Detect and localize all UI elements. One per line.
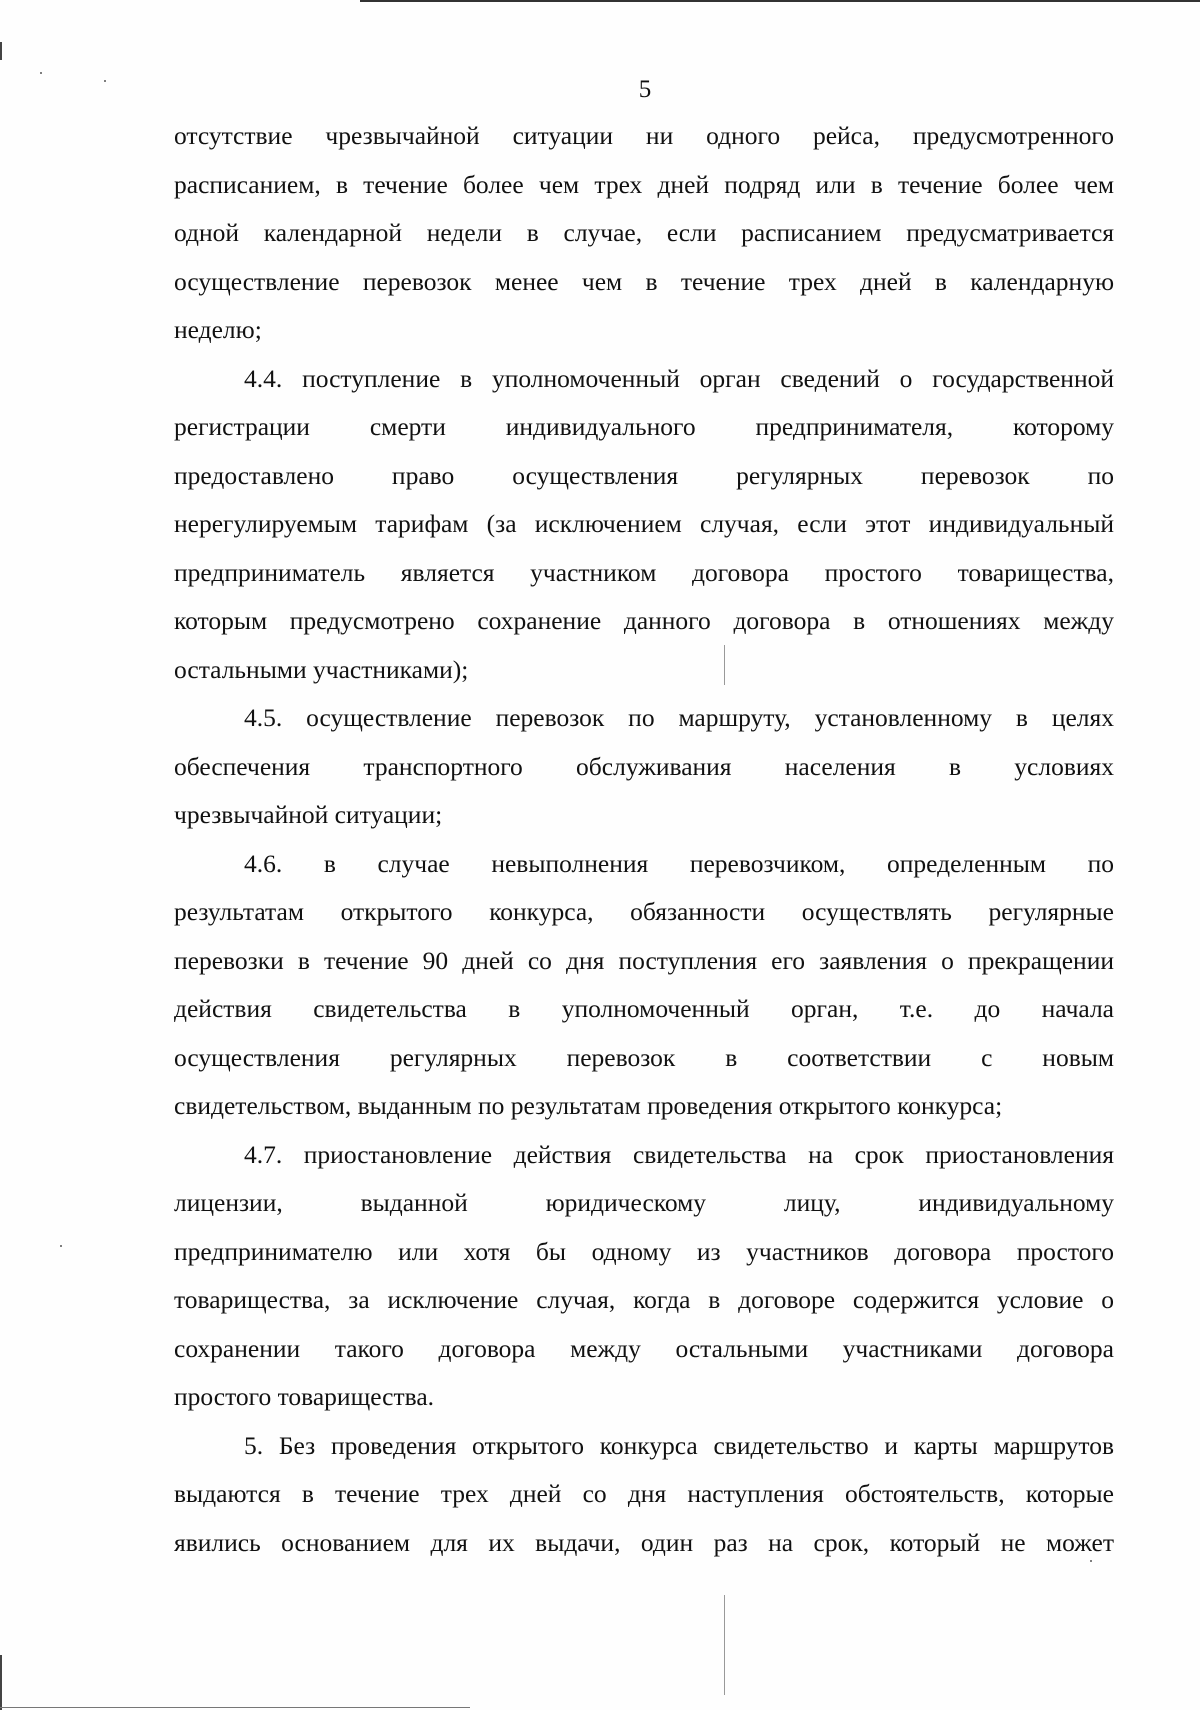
scan-left-edge-mark — [0, 1655, 2, 1710]
page-number: 5 — [638, 76, 652, 103]
text-line: предоставлено право осуществления регулярных перевозок по — [174, 460, 1114, 490]
text-line: товарищества, за исключение случая, когда в договоре содержится условие о — [174, 1285, 1114, 1314]
scan-fold-mark — [724, 1595, 725, 1695]
text-line: простого товарищества. — [174, 1382, 435, 1411]
text-line: предпринимателю или хотя бы одному из участников договора простого — [174, 1236, 1114, 1266]
text-line: предприниматель является участником договора простого товарищества, — [174, 557, 1114, 587]
text-line: расписанием, в течение более чем трех дней подряд или в течение более чем — [174, 169, 1114, 199]
paragraph-continuation — [174, 112, 1114, 355]
text-line: остальными участниками); — [174, 654, 469, 684]
text-line: явились основанием для их выдачи, один раз на срок, который не может — [174, 1527, 1114, 1557]
text-line: выдаются в течение трех дней со дня наступления обстоятельств, которые — [174, 1479, 1114, 1508]
text-line: осуществление перевозок менее чем в течение трех дней в календарную — [174, 266, 1114, 296]
text-line: регистрации смерти индивидуального предпринимателя, которому — [174, 412, 1114, 441]
text-line: лицензии, выданной юридическому лицу, индивидуальному — [174, 1188, 1114, 1217]
scan-top-edge-line — [360, 0, 1200, 2]
text-line: чрезвычайной ситуации; — [174, 800, 443, 829]
paragraph-4-5 — [174, 694, 1114, 840]
text-line: 4.4. поступление в уполномоченный орган сведений о государственной — [244, 363, 1114, 393]
text-line: действия свидетельства в уполномоченный орган, т.е. до начала — [174, 994, 1114, 1023]
paragraph-5 — [174, 1422, 1114, 1568]
text-line: результатам открытого конкурса, обязанности осуществлять регулярные — [174, 897, 1114, 926]
text-line: одной календарной недели в случае, если расписанием предусматривается — [174, 218, 1114, 247]
text-line: 4.5. осуществление перевозок по маршруту, установленному в целях — [244, 703, 1114, 732]
paragraph-4-6 — [174, 840, 1114, 1131]
text-line: нерегулируемым тарифам (за исключением случая, если этот индивидуальный — [174, 509, 1114, 538]
text-line: 4.7. приостановление действия свидетельства на срок приостановления — [244, 1139, 1114, 1169]
scan-speck — [40, 72, 42, 74]
scan-speck — [60, 1245, 62, 1247]
text-line: перевозки в течение 90 дней со дня поступления его заявления о прекращении — [174, 945, 1114, 975]
paragraph-4-4 — [174, 355, 1114, 695]
text-line: которым предусмотрено сохранение данного договора в отношениях между — [174, 606, 1114, 635]
text-line: 4.6. в случае невыполнения перевозчиком, определенным по — [244, 848, 1114, 878]
text-line: неделю; — [174, 315, 262, 344]
text-line: отсутствие чрезвычайной ситуации ни одного рейса, предусмотренного — [174, 121, 1114, 150]
document-body — [174, 112, 1114, 1567]
text-line: осуществления регулярных перевозок в соответствии с новым — [174, 1042, 1114, 1072]
scan-bottom-edge-line — [0, 1707, 470, 1708]
text-line: обеспечения транспортного обслуживания населения в условиях — [174, 751, 1114, 781]
text-line: 5. Без проведения открытого конкурса свидетельство и карты маршрутов — [244, 1430, 1114, 1460]
paragraph-4-7 — [174, 1131, 1114, 1422]
text-line: сохранении такого договора между остальными участниками договора — [174, 1333, 1114, 1363]
text-line: свидетельством, выданным по результатам проведения открытого конкурса; — [174, 1091, 1003, 1120]
scan-left-edge-mark — [0, 42, 2, 60]
